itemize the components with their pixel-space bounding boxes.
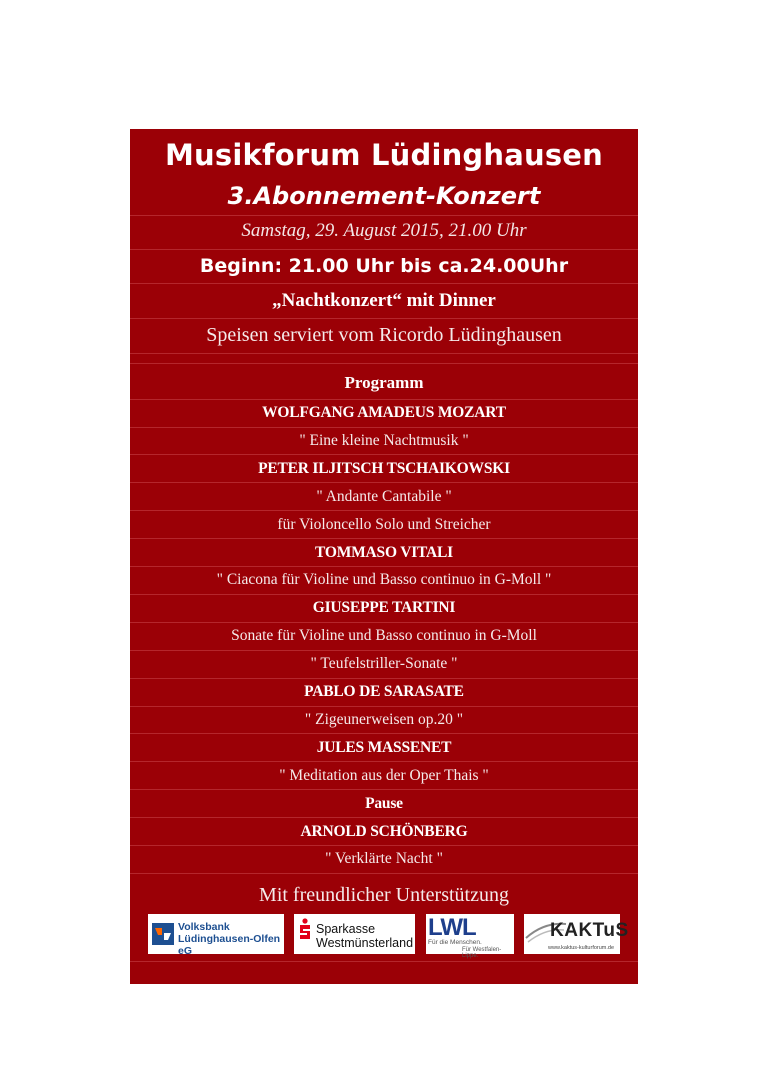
program-work: " Andante Cantabile " [316, 487, 452, 505]
program-composer: PETER ILJITSCH TSCHAIKOWSKI [258, 459, 510, 477]
program-work: " Eine kleine Nachtmusik " [299, 431, 469, 449]
program-composer: JULES MASSENET [316, 738, 452, 756]
separator [130, 650, 638, 651]
program-heading: Programm [344, 373, 424, 392]
separator [130, 482, 638, 483]
separator [130, 594, 638, 595]
separator [130, 249, 638, 250]
program-work: " Teufelstriller-Sonate " [310, 655, 458, 673]
sponsor-logo-lwl [426, 914, 514, 959]
separator [130, 454, 638, 455]
program-work: " Verklärte Nacht " [325, 850, 443, 868]
sparkasse-line1: Sparkasse [316, 922, 376, 936]
program-composer: PABLO DE SARASATE [304, 683, 464, 700]
concert-date: Samstag, 29. August 2015, 21.00 Uhr [241, 220, 527, 241]
catering-note: Speisen serviert vom Ricordo Lüdinghausen [206, 324, 562, 346]
separator [130, 789, 638, 790]
sparkasse-name [316, 922, 413, 951]
separator [130, 353, 638, 354]
separator [130, 873, 638, 874]
lwl-line1: Für die Menschen. [428, 939, 482, 946]
separator [130, 845, 638, 846]
kaktus-url: www.kaktus-kulturforum.de [548, 945, 615, 951]
concert-type: „Nachtkonzert“ mit Dinner [272, 290, 496, 311]
separator [130, 678, 638, 679]
sponsor-logo-sparkasse [294, 914, 415, 954]
lwl-name: LWL [428, 914, 476, 941]
separator [130, 363, 638, 364]
volksbank-name [178, 921, 284, 957]
sparkasse-icon [298, 918, 312, 940]
program-work: " Meditation aus der Oper Thais " [279, 766, 489, 784]
volksbank-line2: Lüdinghausen-Olfen eG [178, 933, 281, 958]
sponsor-logo-kaktus [524, 914, 629, 954]
program-composer: TOMMASO VITALI [314, 543, 454, 561]
program-work: für Violoncello Solo und Streicher [277, 515, 491, 533]
separator [130, 283, 638, 284]
support-note: Mit freundlicher Unterstützung [259, 884, 509, 906]
separator [130, 566, 638, 567]
separator [130, 622, 638, 623]
poster-title: Musikforum Lüdinghausen [164, 138, 604, 172]
poster-subtitle: 3.Abonnement-Konzert [227, 182, 541, 210]
program-work: Sonate für Violine und Basso continuo in G-Moll [231, 627, 537, 645]
separator [130, 761, 638, 762]
program-work: " Zigeunerweisen op.20 " [304, 710, 464, 728]
separator [130, 318, 638, 319]
separator [130, 510, 638, 511]
separator [130, 399, 638, 400]
program-composer: WOLFGANG AMADEUS MOZART [262, 404, 506, 421]
program-composer: Pause [365, 794, 403, 812]
separator [130, 427, 638, 428]
separator [130, 538, 638, 539]
program-work: " Ciacona für Violine und Basso continuo in G-Moll " [216, 571, 552, 589]
program-composer: GIUSEPPE TARTINI [312, 599, 456, 617]
concert-begin-time: Beginn: 21.00 Uhr bis ca.24.00Uhr [199, 255, 569, 277]
sparkasse-line2: Westmünsterland [316, 936, 414, 951]
separator [130, 817, 638, 818]
volksbank-icon [152, 923, 174, 945]
separator [130, 961, 638, 962]
separator [130, 706, 638, 707]
kaktus-name: KAKTuS [550, 920, 629, 941]
lwl-line2: Für Westfalen-Lippe. [462, 947, 502, 959]
program-composer: ARNOLD SCHÖNBERG [300, 822, 468, 840]
separator [130, 215, 638, 216]
sponsor-logo-volksbank [148, 914, 284, 958]
volksbank-line1: Volksbank [178, 921, 230, 933]
concert-poster [130, 129, 638, 984]
separator [130, 733, 638, 734]
